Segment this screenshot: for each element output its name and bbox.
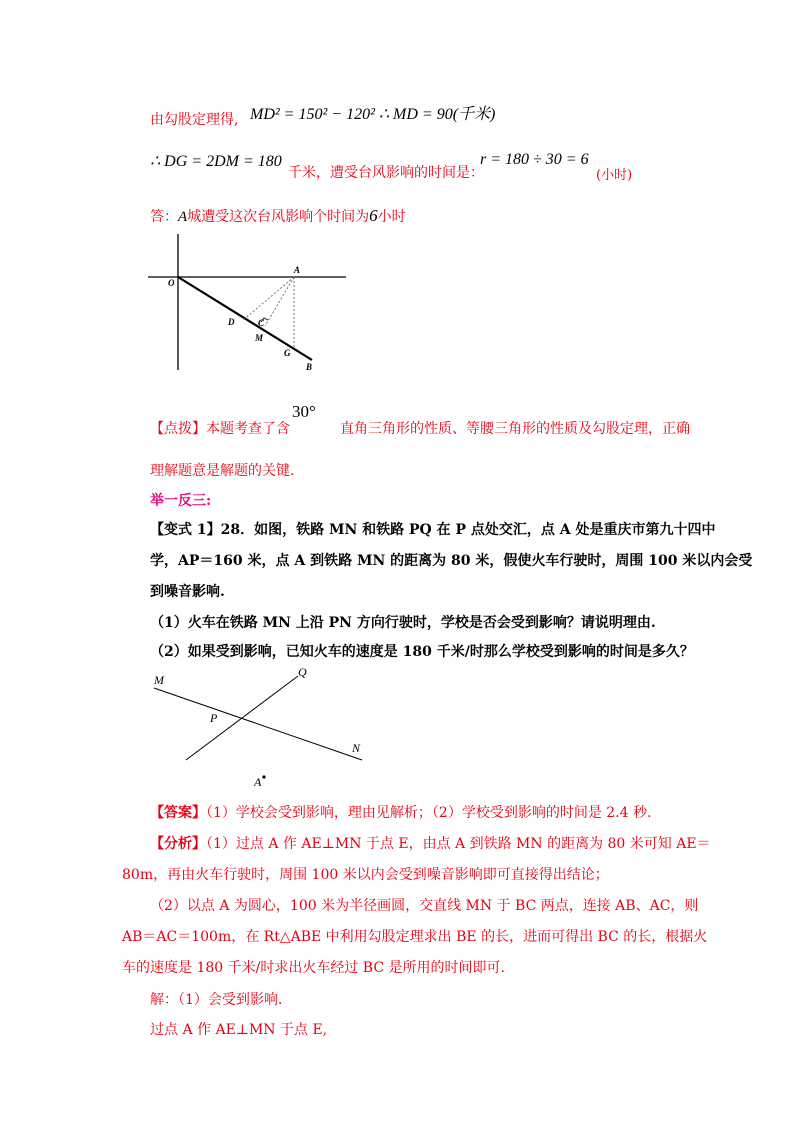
typhoon-diagram: [148, 234, 350, 374]
analysis-row-2: 80m，再由火车行驶时，周围 100 米以内会受到噪音影响即可直接得出结论；: [122, 867, 609, 883]
label-q: Q: [298, 665, 307, 679]
section-heading: 举一反三:: [150, 493, 212, 509]
label-a: A: [254, 775, 262, 789]
pythagoras-prefix: 由勾股定理得,: [150, 112, 239, 128]
label-n: N: [352, 741, 361, 755]
railway-diagram: [148, 662, 368, 792]
school-point: [262, 775, 265, 778]
tip-label: 【点拨】本题考查了含: [150, 421, 290, 437]
answer-line: 答：A城遭受这次台风影响个时间为6小时: [150, 206, 406, 225]
label-o: O: [168, 278, 175, 288]
problem-line2: 学，AP＝160 米，点 A 到铁路 MN 的距离为 80 米，假使火车行驶时，周围 100 米以内会受: [150, 553, 753, 569]
label-m: M: [255, 333, 264, 343]
tip-angle: 30°: [292, 402, 316, 421]
analysis-row-3: （2）以点 A 为圆心，100 米为半径画圆，交直线 MN 于 BC 两点，连接 AB、AC，则: [150, 898, 699, 914]
tip-text: 直角三角形的性质、等腰三角形的性质及勾股定理，正确: [340, 421, 690, 437]
answer-text: （1）学校会受到影响，理由见解析；（2）学校受到影响的时间是 2.4 秒.: [206, 805, 652, 821]
analysis-row-5: 车的速度是 180 千米/时求出火车经过 BC 是所用的时间即可.: [122, 960, 505, 976]
dg-equation: ∴ DG = 2DM = 180: [150, 153, 282, 170]
question-2: （2）如果受到影响，已知火车的速度是 180 千米/时那么学校受到影响的时间是多久？: [150, 644, 694, 660]
analysis-row-4: AB＝AC＝100m，在 Rt△ABE 中利用勾股定理求出 BE 的长，进而可得出 BC 的长，根据火: [122, 929, 708, 945]
label-m: M: [154, 673, 164, 687]
label-d: D: [228, 317, 235, 327]
tip-line2: 理解题意是解题的关键.: [150, 463, 295, 479]
analysis-label: 【分析】: [150, 836, 206, 852]
dashed-ad: [242, 277, 294, 321]
solution-line1: 解：（1）会受到影响.: [150, 992, 283, 1008]
pythagoras-equation: MD² = 150² − 120² ∴ MD = 90(千米): [250, 106, 496, 123]
question-1: （1）火车在铁路 MN 上沿 PN 方向行驶时，学校是否会受到影响？请说明理由.: [150, 615, 656, 631]
solution-line2: 过点 A 作 AE⊥MN 于点 E,: [150, 1022, 328, 1038]
label-b: B: [306, 362, 313, 372]
label-p: P: [210, 711, 218, 725]
impact-time-text: 千米，遭受台风影响的时间是：: [288, 165, 484, 181]
railway-pq: [186, 676, 298, 760]
unit-hours: (小时): [596, 168, 633, 183]
dashed-am: [265, 277, 294, 326]
time-equation: r = 180 ÷ 30 = 6: [480, 151, 589, 168]
label-g: G: [284, 348, 291, 358]
railway-mn: [154, 688, 362, 760]
problem-line3: 到噪音影响.: [150, 584, 225, 600]
answer-row: [150, 802, 651, 822]
answer-label: 【答案】: [150, 805, 206, 821]
analysis-row-1: 【分析】（1）过点 A 作 AE⊥MN 于点 E，由点 A 到铁路 MN 的距离为 80 米可知 AE＝: [150, 836, 711, 852]
label-c: C: [258, 318, 265, 328]
problem-line1: 【变式 1】28．如图，铁路 MN 和铁路 PQ 在 P 点处交汇，点 A 处是重庆市第九十四中: [150, 522, 716, 538]
label-a: A: [294, 265, 301, 275]
